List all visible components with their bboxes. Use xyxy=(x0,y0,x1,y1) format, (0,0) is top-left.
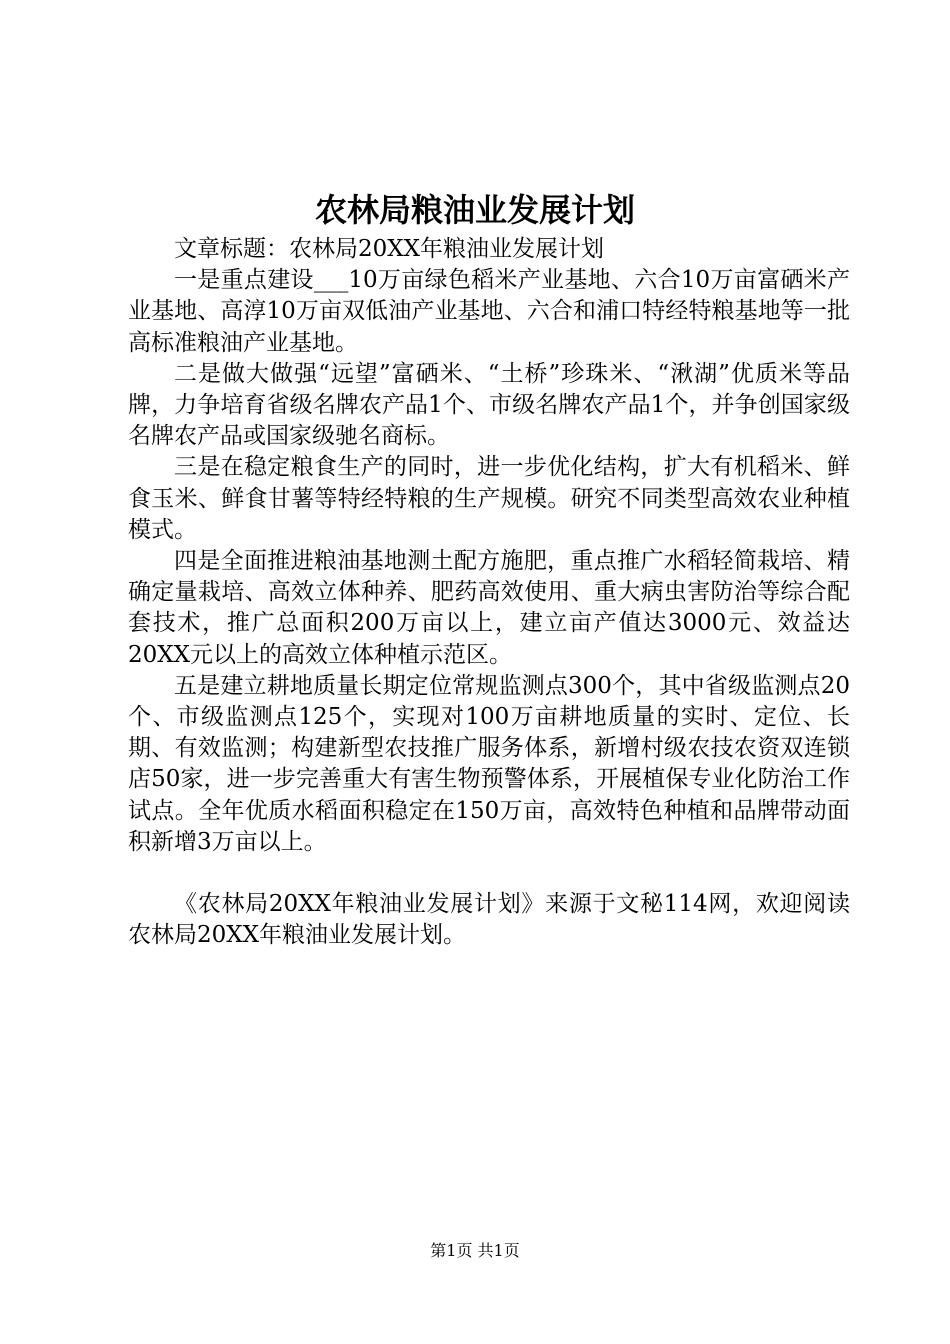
paragraph-1: 一是重点建设___10万亩绿色稻米产业基地、六合10万亩富硒米产业基地、高淳10万亩双低油产业基地、六合和浦口特经特粮基地等一批高标准粮油产业基地。 xyxy=(128,267,850,356)
paragraph-4: 四是全面推进粮油基地测土配方施肥，重点推广水稻轻简栽培、精确定量栽培、高效立体种养、肥药高效使用、重大病虫害防治等综合配套技术，推广总面积200万亩以上，建立亩产值达3000元、效益达20XX元以上的高效立体种植示范区。 xyxy=(128,548,850,668)
source-note: 《农林局20XX年粮油业发展计划》来源于文秘114网，欢迎阅读农林局20XX年粮油业发展计划。 xyxy=(128,891,850,949)
paragraph-5: 五是建立耕地质量长期定位常规监测点300个，其中省级监测点20个、市级监测点125个，实现对100万亩耕地质量的实时、定位、长期、有效监测；构建新型农技推广服务体系，新增村级农技农资双连锁店50家，进一步完善重大有害生物预警体系，开展植保专业化防治工作试点。全年优质水稻面积稳定在150万亩，高效特色种植和品牌带动面积新增3万亩以上。 xyxy=(128,672,850,855)
document-title: 农林局粮油业发展计划 xyxy=(314,191,635,229)
paragraph-article-title: 文章标题：农林局20XX年粮油业发展计划 xyxy=(174,236,605,262)
page-footer: 第1页 共1页 xyxy=(430,1241,520,1260)
document-body xyxy=(128,234,850,951)
paragraph-gap xyxy=(128,858,850,889)
paragraph-2: 二是做大做强“远望”富硒米、“土桥”珍珠米、“湫湖”优质米等品牌，力争培育省级名牌农产品1个、市级名牌农产品1个，并争创国家级名牌农产品或国家级驰名商标。 xyxy=(128,360,850,450)
paragraph-3: 三是在稳定粮食生产的同时，进一步优化结构，扩大有机稻米、鲜食玉米、鲜食甘薯等特经特粮的生产规模。研究不同类型高效农业种植模式。 xyxy=(128,454,850,543)
